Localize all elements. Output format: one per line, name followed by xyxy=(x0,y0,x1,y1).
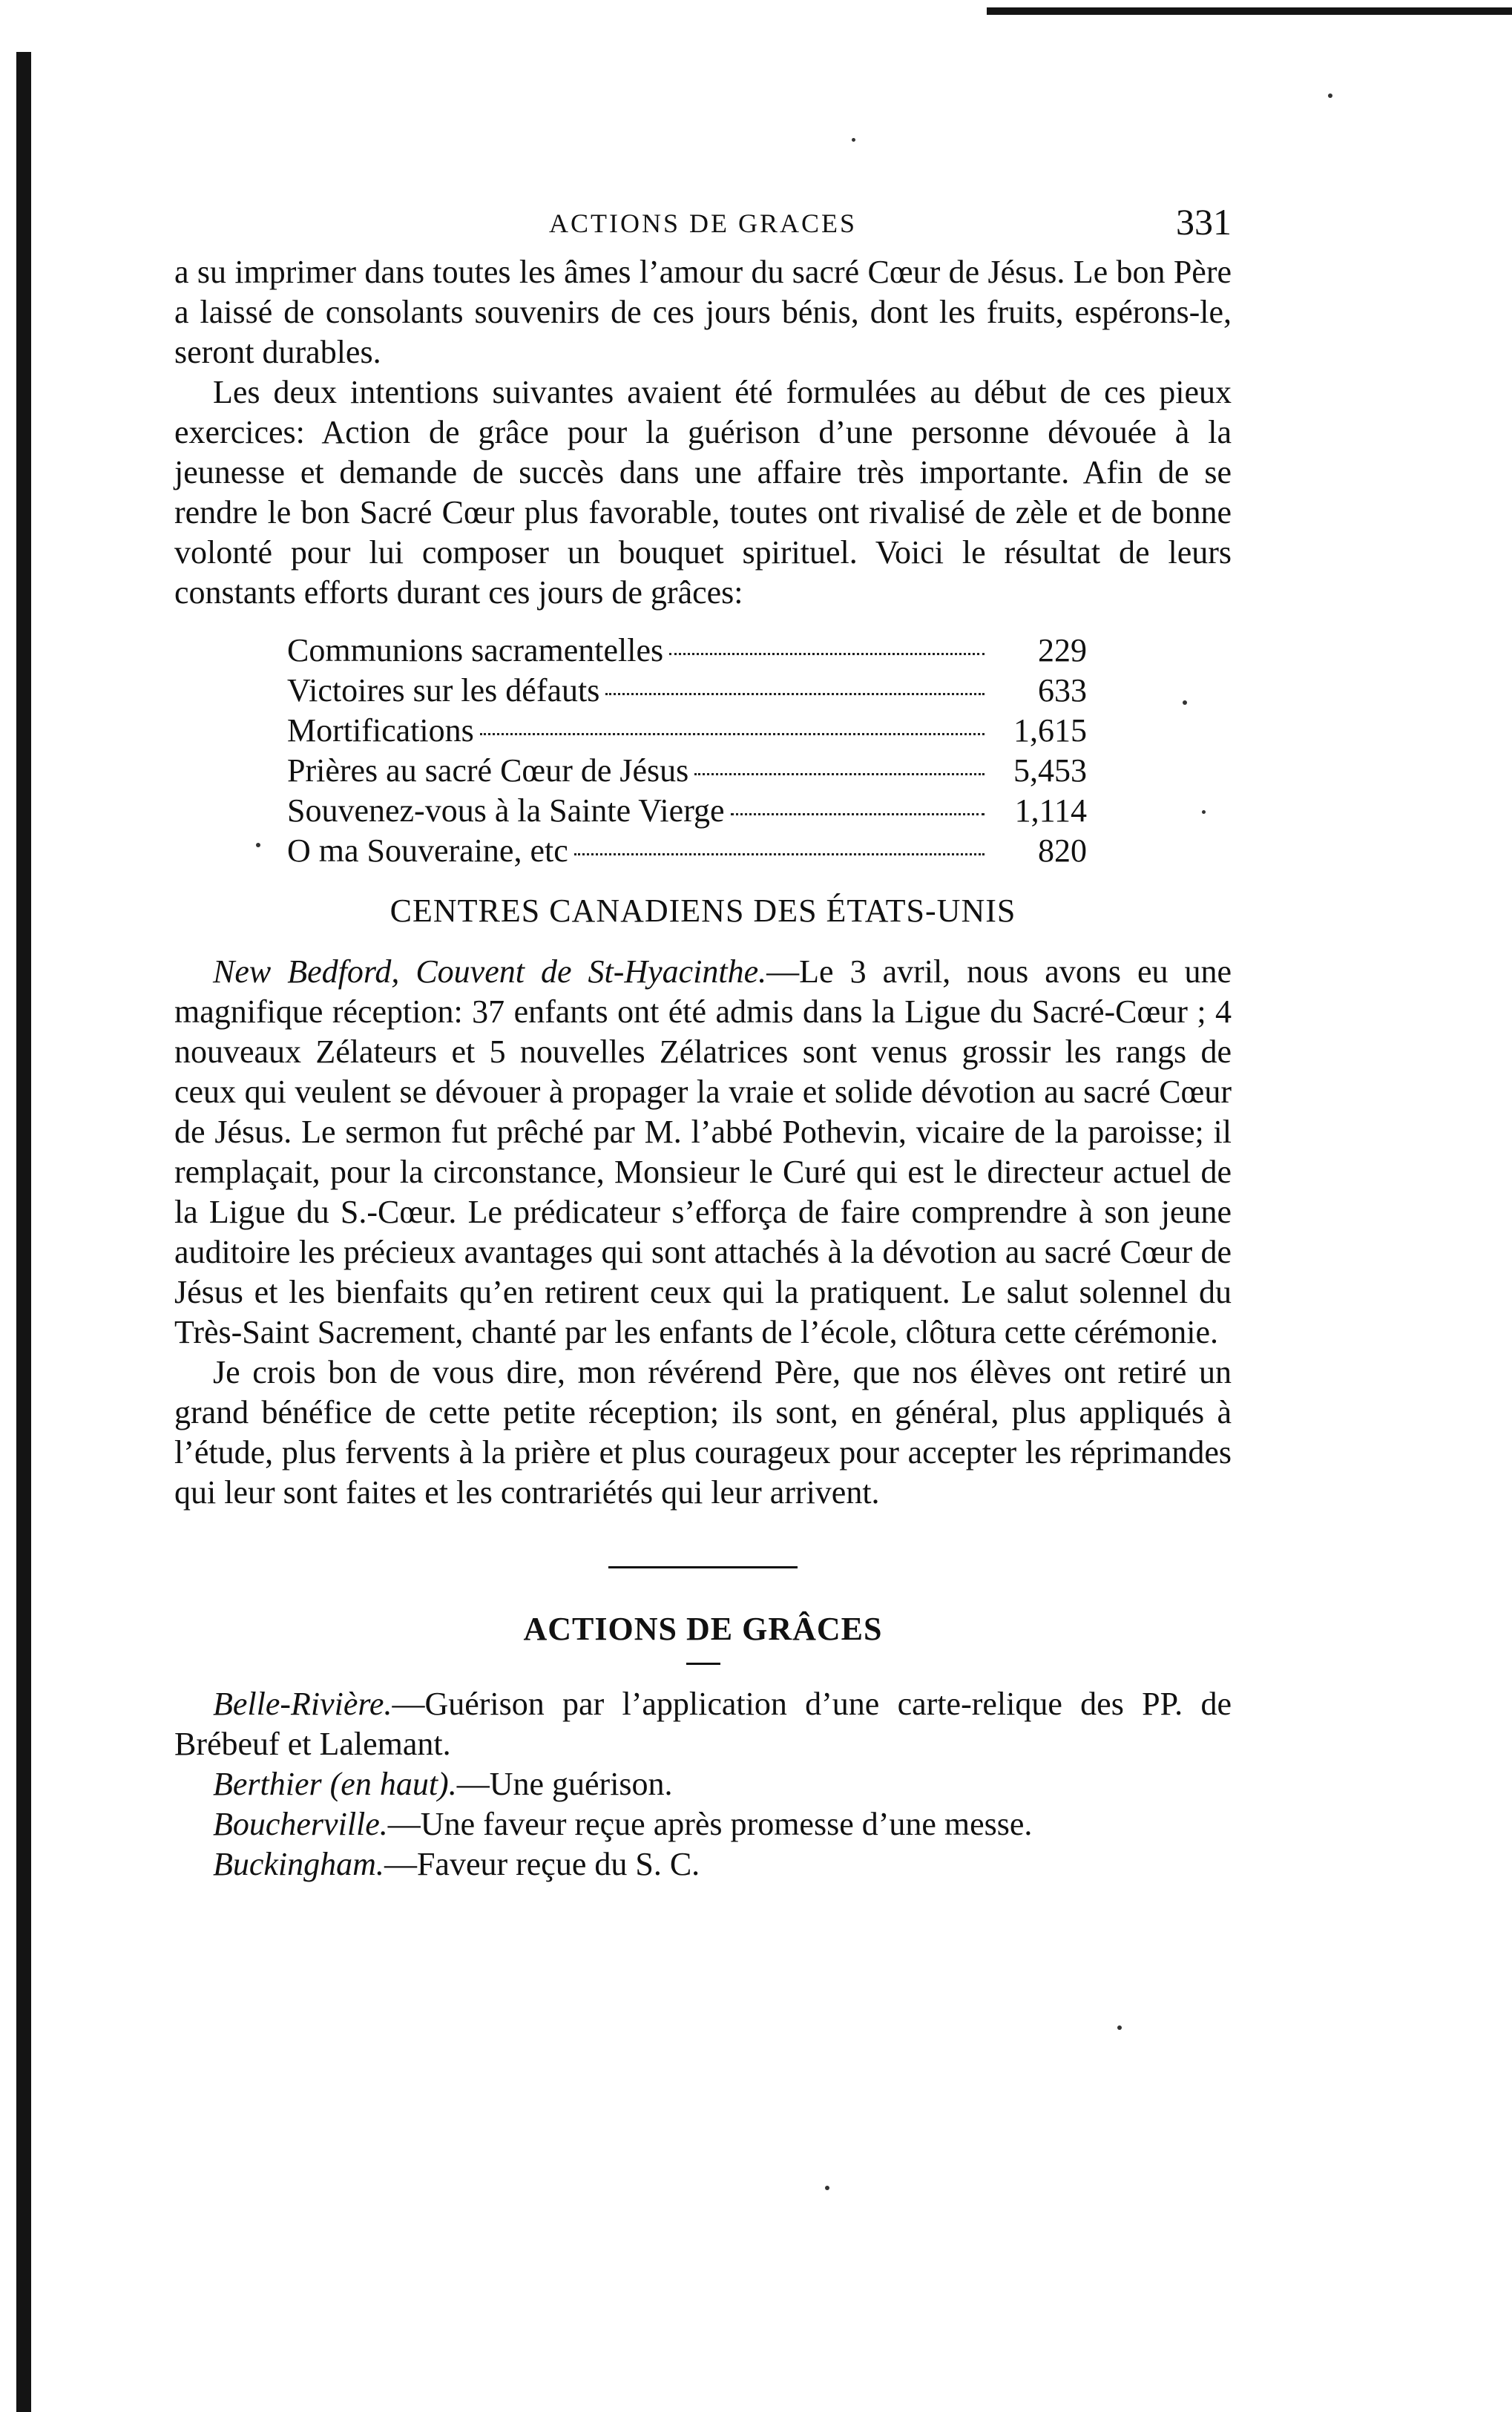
dot-leader xyxy=(605,693,985,695)
grace-place: Berthier (en haut). xyxy=(213,1766,457,1802)
tally-row xyxy=(287,831,1087,871)
tally-value: 5,453 xyxy=(1013,752,1087,789)
paragraph-followup: Je crois bon de vous dire, mon révérend Père, que nos élèves ont retiré un grand bénéfice de cette petite réception; ils sont, en général, plus appliqués à l’étude, plus fervents à la prière et plus courageux pour accepter les réprimandes qui leur sont faites et les contrariétés qui leur arrivent. xyxy=(174,1354,1232,1511)
grace-entry xyxy=(174,1804,1232,1844)
tally-label: Victoires sur les défauts xyxy=(287,672,600,709)
scan-speck xyxy=(1117,2025,1122,2030)
dot-leader xyxy=(694,773,985,775)
grace-text: —Guérison par l’application d’une carte-relique des PP. de Brébeuf et Lalemant. xyxy=(174,1686,1232,1762)
dot-leader xyxy=(480,733,985,735)
dot-leader xyxy=(669,653,985,655)
scan-top-rule xyxy=(987,7,1512,15)
report-text: —Le 3 avril, nous avons eu une magnifique réception: 37 enfants ont été admis dans la Ligue du Sacré-Cœur ; 4 nouveaux Zélateurs et 5 nouvelles Zélatrices sont venus grossir les rangs de ceux qui veulent se dévouer à propager la vraie et solide dévotion au sacré Cœur de Jésus. Le sermon fut prêché par M. l’abbé Pothevin, vicaire de la paroisse; il remplaçait, pour la circonstance, Monsieur le Curé qui est le directeur actuel de la Ligue du S.-Cœur. Le prédicateur s’efforça de faire comprendre à son jeune auditoire les précieux avantages qui sont attachés à la dévotion au sacré Cœur de Jésus et les bienfaits qu’en retirent ceux qui la pratiquent. Le salut solennel du Très-Saint Sacrement, chanté par les enfants de l’école, clôtura cette cérémonie. xyxy=(174,953,1232,1350)
tally-label: Communions sacramentelles xyxy=(287,632,664,668)
section-heading-centres: CENTRES CANADIENS DES ÉTATS-UNIS xyxy=(389,893,1016,929)
tally-row xyxy=(287,671,1087,711)
tally-label: O ma Souveraine, etc xyxy=(287,832,568,869)
grace-place: Boucherville. xyxy=(213,1806,388,1842)
scan-left-edge xyxy=(16,52,31,2412)
page-number: 331 xyxy=(1176,201,1232,243)
paragraph-continuation: a su imprimer dans toutes les âmes l’amour du sacré Cœur de Jésus. Le bon Père a laissé de consolants souvenirs de ces jours bénis, dont les fruits, espérons-le, seront durables. xyxy=(174,254,1232,370)
grace-entry xyxy=(174,1764,1232,1804)
dot-leader xyxy=(574,853,985,855)
report-place: New Bedford, Couvent de St-Hyacinthe. xyxy=(213,953,767,990)
grace-entry xyxy=(174,1684,1232,1764)
tally-value: 229 xyxy=(1038,632,1087,668)
tally-value: 1,615 xyxy=(1013,712,1087,749)
grace-text: —Faveur reçue du S. C. xyxy=(384,1846,700,1882)
tally-row xyxy=(287,711,1087,751)
tally-label: Mortifications xyxy=(287,712,474,749)
grace-place: Belle-Rivière. xyxy=(213,1686,392,1722)
section-heading-graces: ACTIONS DE GRÂCES xyxy=(523,1611,883,1647)
tally-row xyxy=(287,631,1087,671)
grace-text: —Une guérison. xyxy=(456,1766,673,1802)
running-title: ACTIONS DE GRACES xyxy=(548,208,858,238)
paragraph-intentions: Les deux intentions suivantes avaient été formulées au début de ces pieux exercices: Action de grâce pour la guérison d’une personne dévouée à la jeunesse et demande de succès dans une affaire très importante. Afin de se rendre le bon Sacré Cœur plus favorable, toutes ont rivalisé de zèle et de bonne volonté pour lui composer un bouquet spirituel. Voici le résultat de leurs constants efforts durant ces jours de grâces: xyxy=(174,374,1232,611)
section-separator xyxy=(608,1566,798,1568)
grace-place: Buckingham. xyxy=(213,1846,384,1882)
dot-leader xyxy=(731,813,985,815)
grace-text: —Une faveur reçue après promesse d’une messe. xyxy=(387,1806,1033,1842)
running-head xyxy=(174,200,1232,252)
spiritual-bouquet-tally xyxy=(287,631,1087,871)
tally-row xyxy=(287,791,1087,831)
grace-entry xyxy=(174,1844,1232,1884)
heading-underline xyxy=(686,1663,720,1665)
tally-label: Souvenez-vous à la Sainte Vierge xyxy=(287,792,725,829)
tally-label: Prières au sacré Cœur de Jésus xyxy=(287,752,689,789)
tally-value: 1,114 xyxy=(1014,792,1087,829)
tally-row xyxy=(287,751,1087,791)
page xyxy=(174,200,1232,1884)
tally-value: 633 xyxy=(1038,672,1087,709)
scan-speck xyxy=(852,138,855,142)
paragraph-new-bedford xyxy=(174,952,1232,1353)
scan-speck xyxy=(825,2186,829,2190)
tally-value: 820 xyxy=(1038,832,1087,869)
scan-speck xyxy=(1328,93,1332,98)
